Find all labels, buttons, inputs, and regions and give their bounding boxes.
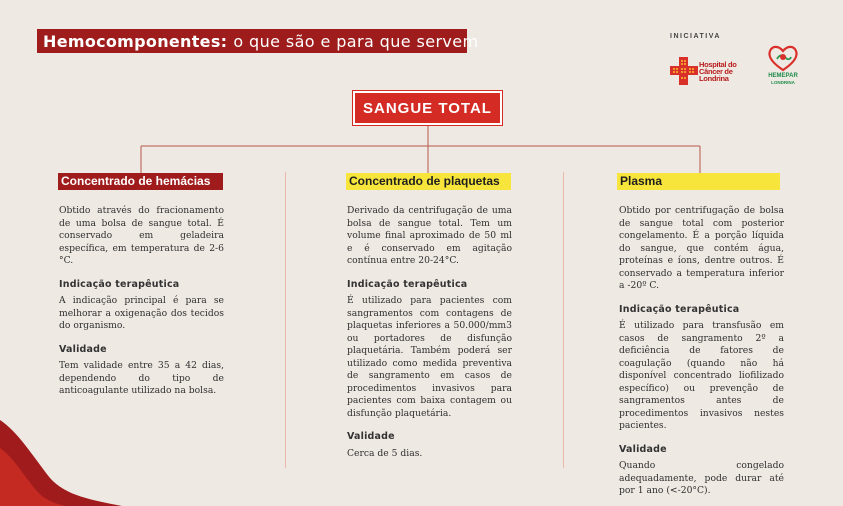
hospital-name-line-3: Londrina	[699, 74, 729, 83]
page-title	[37, 29, 479, 53]
heading-concentrado-hemacias: Concentrado de hemácias	[58, 173, 223, 190]
sangue-total-box: SANGUE TOTAL	[353, 91, 502, 125]
title-bold: Hemocomponentes:	[43, 31, 228, 51]
indication-title: Indicação terapêutica	[59, 278, 180, 290]
validity-text: Tem validade entre 35 a 42 dias, dependendo do tipo de anticoagulante utilizado na bolsa.	[59, 360, 224, 396]
column-plaquetas	[347, 205, 512, 460]
validity-title: Validade	[619, 443, 667, 455]
validity-text: Quando congelado adequadamente, pode durar até por 1 ano (<-20°C).	[619, 460, 784, 496]
column-plasma	[619, 205, 784, 498]
column-divider	[563, 172, 564, 468]
hemepar-sub: LONDRINA	[771, 80, 795, 85]
title-light: o que são e para que servem	[233, 31, 479, 51]
validity-title: Validade	[347, 431, 395, 442]
indication-title: Indicação terapêutica	[347, 278, 468, 290]
validity-text: Cerca de 5 dias.	[347, 447, 423, 459]
hospital-name	[699, 61, 737, 82]
heart-icon	[767, 44, 799, 72]
indication-text: É utilizado para pacientes com sangramentos com contagens de plaquetas inferiores a 50.000/mm3 ou portadores de disfunção plaquetária. Também poderá ser utilizado como medida preventiva de sangramento em casos de procedimentos invasivos para pacientes com baixa contagem ou disfunção plaquetária.	[347, 295, 512, 419]
description: Obtido por centrifugação de bolsa de sangue total com posterior congelamento. É a porção líquida do sangue, que contém água, proteínas e íons, dentre outros. É conservado a temperatura inferior a -20º C.	[619, 205, 784, 291]
indication-text: É utilizado para transfusão em casos de sangramento 2º a deficiência de fatores de coagulação (quando não há disponível concentrado liofilizado específico) ou prevenção de sangramentos antes de procedimentos invasivos nestes pacientes.	[619, 320, 784, 431]
description: Derivado da centrifugação de uma bolsa de sangue total. Tem um volume final aproximado de 50 ml e é conservado em agitação contínua entre 20-24°C.	[347, 205, 512, 266]
hospital-name-line-2: Câncer de	[699, 67, 733, 76]
hospital-cross-icon	[668, 55, 700, 87]
column-divider	[285, 172, 286, 468]
validity-title: Validade	[59, 343, 107, 355]
hemepar-logo	[764, 44, 802, 92]
iniciativa-label: INICIATIVA	[670, 33, 721, 40]
column-hemacias	[59, 205, 224, 398]
heading-concentrado-plaquetas: Concentrado de plaquetas	[346, 173, 511, 190]
hemepar-name: HEMEPAR	[768, 73, 798, 79]
indication-title: Indicação terapêutica	[619, 303, 740, 315]
indication-text: A indicação principal é para se melhorar a oxigenação dos tecidos do organismo.	[59, 295, 224, 331]
hospital-name-line-1: Hospital do	[699, 60, 737, 69]
hospital-logo	[668, 52, 758, 90]
description: Obtido através do fracionamento de uma bolsa de sangue total. É conservado em geladeira específica, em temperatura de 2-6 °C.	[59, 205, 224, 266]
heading-plasma: Plasma	[617, 173, 780, 190]
